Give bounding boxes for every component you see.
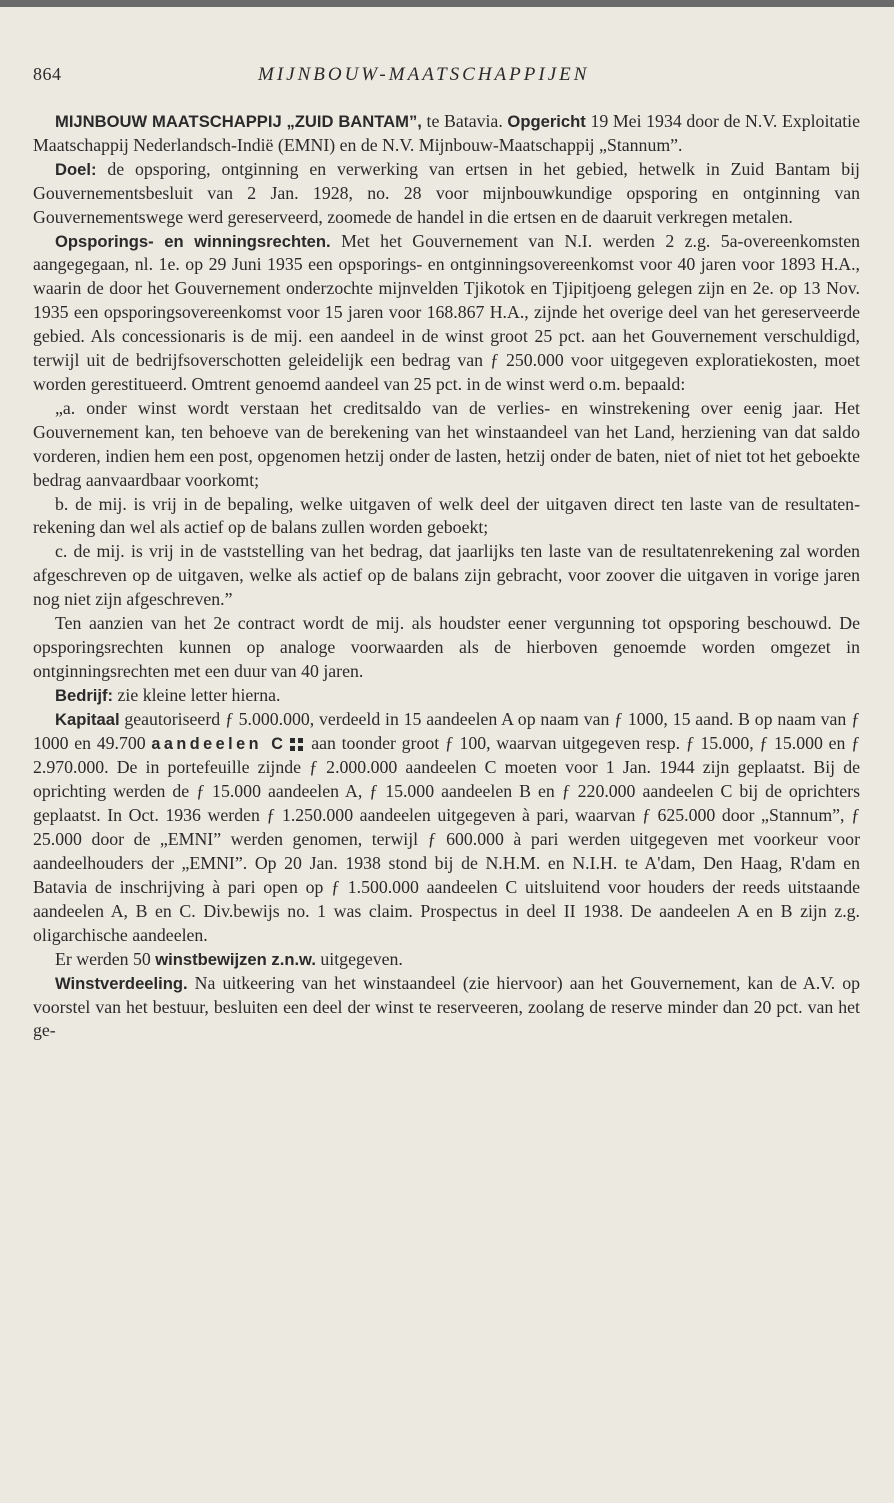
founded-text: 19 Mei 1934 door de N.V. Exploitatie Maatschappij Nederlandsch-Indië (EMNI) en de N.V. Mijnbouw-Maatschappij „Stannum”. (33, 111, 860, 155)
founded-label: Opgericht (507, 112, 586, 131)
bedrijf-paragraph (33, 684, 860, 708)
page-number: 864 (33, 64, 62, 84)
winstverdeeling-text: Na uitkeering van het winstaandeel (zie hiervoor) aan het Gouvernement, kan de A.V. op voorstel van het bestuur, besluiten een deel der winst te reserveeren, zoolang de reserve minder dan 20 pct. van het ge- (33, 972, 860, 1041)
company-entry (33, 110, 860, 1043)
aandeelen-c-label: aandeelen C (151, 734, 287, 753)
scan-edge (0, 0, 894, 7)
clause-b: b. de mij. is vrij in de bepaling, welke uitgaven of welk deel der uitgaven direct ten laste van de resultaten-rekening dan wel als actief op de balans zullen worden geboekt; (33, 493, 860, 538)
bedrijf-text: zie kleine letter hierna. (113, 684, 281, 705)
rechten-label: Opsporings- en winningsrechten. (55, 231, 331, 251)
kapitaal-text-2: aan toonder groot ƒ 100, waarvan uitgegeven resp. ƒ 15.000, ƒ 15.000 en ƒ 2.970.000. De in portefeuille zijnde ƒ 2.000.000 aandeelen C moeten voor 1 Jan. 1944 zijn geplaatst. Bij de oprichting werden de ƒ 15.000 aandeelen A, ƒ 15.000 aandeelen B en ƒ 220.000 aandeelen C bij de oprichters geplaatst. In Oct. 1936 werden ƒ 1.250.000 aandeelen uitgegeven à pari, waarvan ƒ 625.000 door „Stannum”, ƒ 25.000 door de „EMNI” werden genomen, terwijl ƒ 600.000 à pari werden uitgegeven met voorkeur voor aandeelhouders der „EMNI”. Op 20 Jan. 1938 stond bij de N.H.M. en N.I.H. te A'dam, Den Haag, R'dam en Batavia de inschrijving à pari open op ƒ 1.500.000 aandeelen C uitsluitend voor houders der reeds uitstaande aandeelen A, B en C. Div.bewijs no. 1 was claim. Prospectus in deel II 1938. De aandeelen A en B zijn z.g. oligarchische aandeelen. (33, 732, 860, 945)
entry-intro (33, 110, 860, 158)
bedrijf-label: Bedrijf: (55, 685, 114, 705)
rechten-text: Met het Gouvernement van N.I. werden 2 z.g. 5a-overeenkomsten aangegegaan, nl. 1e. op 29 Juni 1935 een opsporings- en ontginningsovereenkomst voor 40 jaren voor 1893 H.A., waarin de door het Gouvernement onderzochte mijnvelden Tjikotok en Tjipitjoeng gelegen zijn en 2e. op 13 Nov. 1935 een opsporingsovereenkomst voor 15 jaren voor 168.867 H.A., zijnde het overige deel van het gereserveerde gebied. Als concessionaris is de mij. een aandeel in de winst groot 25 pct. aan het Gouvernement verschuldigd, terwijl uit de bedrijfsoverschotten geleidelijk een bedrag van ƒ 250.000 voor uitgegeven exploratiekosten, moet worden gerestitueerd. Omtrent genoemd aandeel van 25 pct. in de winst werd o.m. bepaald: (33, 230, 860, 394)
kapitaal-paragraph (33, 708, 860, 948)
winstverdeeling-paragraph (33, 972, 860, 1044)
winstbewijzen-paragraph (33, 948, 860, 972)
winstverdeeling-label: Winstverdeeling. (55, 973, 188, 993)
kapitaal-text-1: geautoriseerd ƒ 5.000.000, verdeeld in 15 aandeelen A op naam van ƒ 1000, 15 aand. B op naam van ƒ 1000 en 49.700 (33, 708, 860, 753)
clause-c: c. de mij. is vrij in de vaststelling van het bedrag, dat jaarlijks ten laste van de resultatenrekening zal worden afgeschreven op de uitgaven, welke als actief op de balans zijn gebracht, voor zoover die uitgaven in vorige jaren nog niet zijn afgeschreven.” (33, 541, 860, 610)
clause-a: „a. onder winst wordt verstaan het creditsaldo van de verlies- en winstrekening over eenig jaar. Het Gouvernement kan, ten behoeve van de berekening van het winstaandeel van het Land, herziening van dat saldo vorderen, indien hem een post, opgenomen hetzij onder de lasten, hetzij onder de baten, niet of niet tot het geboekte bedrag aanvaardbaar voorkomt; (33, 397, 860, 490)
rechten-paragraph (33, 230, 860, 397)
winstbewijzen-pre: Er werden 50 (55, 948, 156, 969)
company-location: te Batavia. (421, 111, 508, 131)
company-name: MIJNBOUW MAATSCHAPPIJ „ZUID BANTAM”, (55, 112, 422, 131)
winstbewijzen-post: uitgegeven. (315, 948, 403, 969)
doel-label: Doel: (55, 159, 97, 179)
page-header (33, 64, 863, 92)
kapitaal-label: Kapitaal (55, 709, 120, 729)
running-title: MIJNBOUW-MAATSCHAPPIJEN (258, 64, 590, 85)
doel-text: de opsporing, ontginning en verwerking van ertsen in het gebied, hetwelk in Zuid Bantam bij Gouvernementsbesluit van 2 Jan. 1928, no. 28 voor mijnbouwkundige opsporing en ontginning van Gouvernementswege werd gereserveerd, zoomede de handel in die ertsen en de daaruit verkregen metalen. (33, 158, 860, 227)
doel-paragraph (33, 158, 860, 230)
contract-paragraph: Ten aanzien van het 2e contract wordt de mij. als houdster eener vergunning tot opsporing beschouwd. De opsporingsrechten kunnen op analoge voorwaarden als de hierboven genoemde worden omgezet in ontginningsrechten met een duur van 40 jaren. (33, 613, 860, 681)
winstbewijzen-label: winstbewijzen z.n.w. (155, 949, 316, 969)
listed-marker-icon (290, 738, 303, 751)
